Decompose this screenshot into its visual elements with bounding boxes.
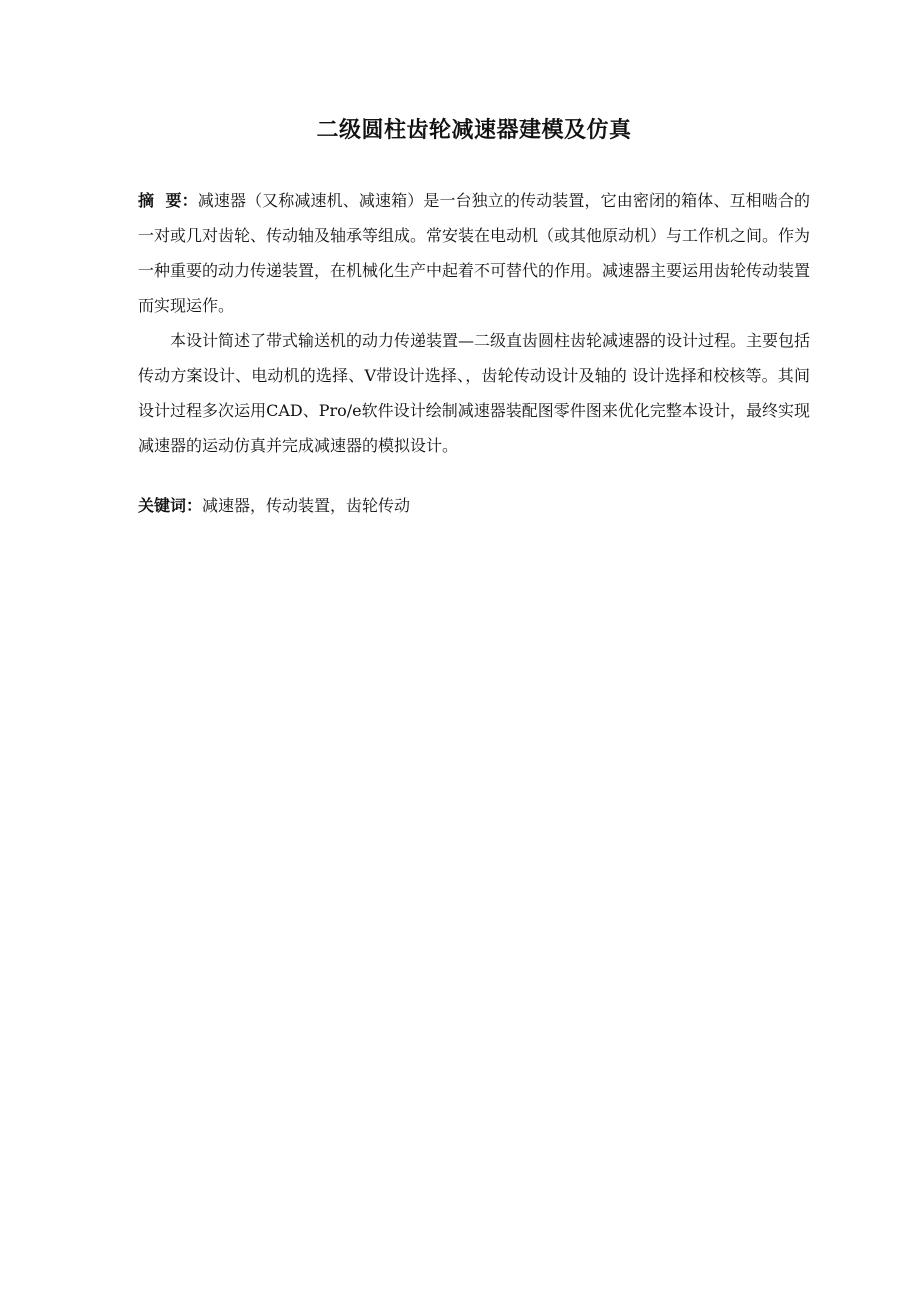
keywords-text: 减速器，传动装置，齿轮传动 bbox=[202, 496, 411, 515]
abstract-paragraph-2: 本设计简述了带式输送机的动力传递装置—二级直齿圆柱齿轮减速器的设计过程。主要包括传动方案设计、电动机的选择、V带设计选择、，齿轮传动设计及轴的 设计选择和校核等。其间设计过程多次运用CAD、Pro/e软件设计绘制减速器装配图零件图来优化完整本设计，最终实现减速器的运动仿真并完成减速器的模拟设计。 bbox=[138, 331, 811, 455]
abstract-paragraph-1 bbox=[138, 183, 810, 323]
abstract-text-1: 减速器（又称减速机、减速箱）是一台独立的传动装置，它由密闭的箱体、互相啮合的一对或几对齿轮、传动轴及轴承等组成。常安装在电动机（或其他原动机）与工作机之间。作为一种重要的动力传递装置，在机械化生产中起着不可替代的作用。减速器主要运用齿轮传动装置而实现运作。 bbox=[138, 191, 811, 315]
document-title: 二级圆柱齿轮减速器建模及仿真 bbox=[316, 118, 632, 143]
keywords-line bbox=[138, 490, 810, 522]
abstract-label: 摘 要： bbox=[138, 191, 198, 210]
keywords-label: 关键词： bbox=[138, 496, 203, 515]
abstract-section bbox=[138, 183, 810, 463]
